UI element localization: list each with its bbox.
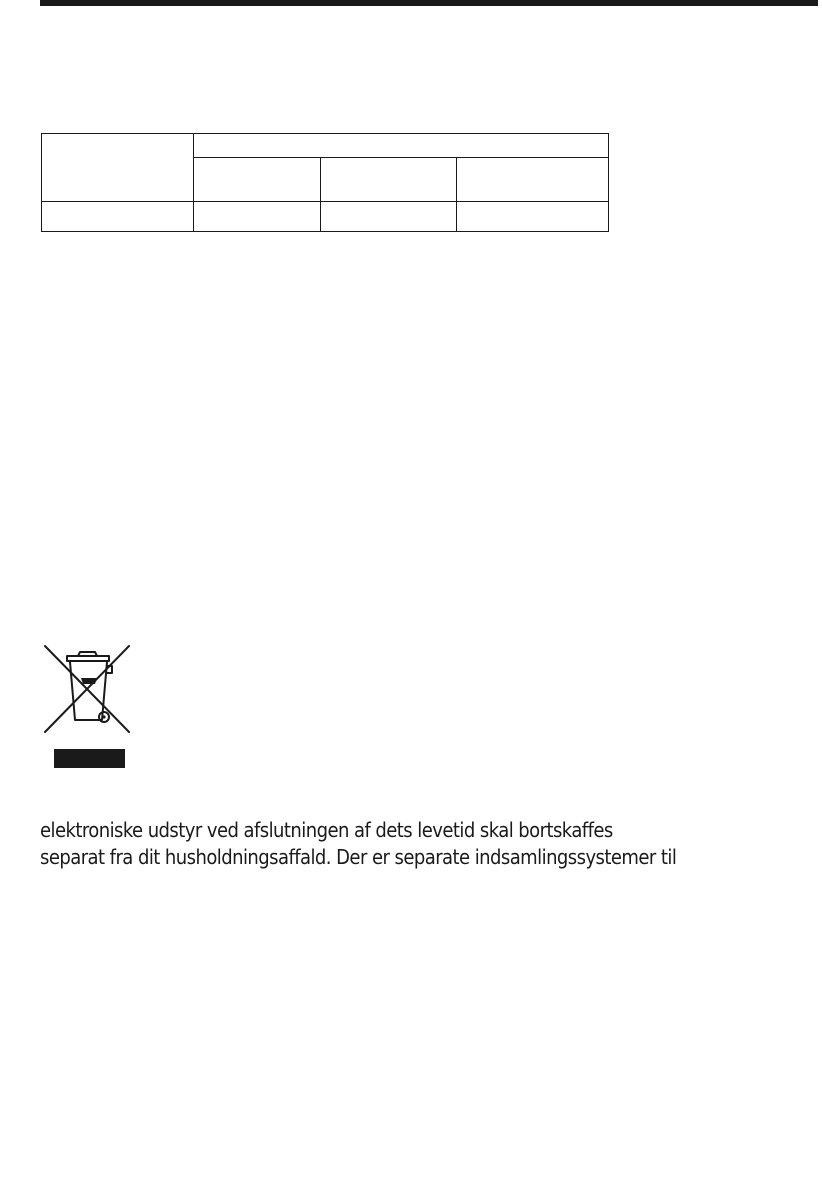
disposal-text-line: elektroniske udstyr ved afslutningen af dets levetid skal bortskaffes	[40, 818, 613, 842]
crossed-out-wheeled-bin-icon	[40, 640, 135, 735]
table-cell	[457, 202, 609, 232]
table-row	[42, 202, 609, 232]
disposal-text	[40, 817, 800, 871]
table-cell	[457, 158, 609, 202]
disposal-text-line: separat fra dit husholdningsaffald. Der er separate indsamlingssystemer til	[40, 845, 677, 869]
table-cell	[194, 202, 321, 232]
top-rule	[40, 0, 818, 6]
table-cell	[42, 134, 194, 202]
spec-table	[41, 133, 609, 232]
table-cell	[321, 202, 457, 232]
table-cell	[321, 158, 457, 202]
table-row	[42, 134, 609, 158]
table-cell	[194, 134, 609, 158]
weee-underline-bar	[54, 749, 125, 768]
table-cell	[42, 202, 194, 232]
table-cell	[194, 158, 321, 202]
